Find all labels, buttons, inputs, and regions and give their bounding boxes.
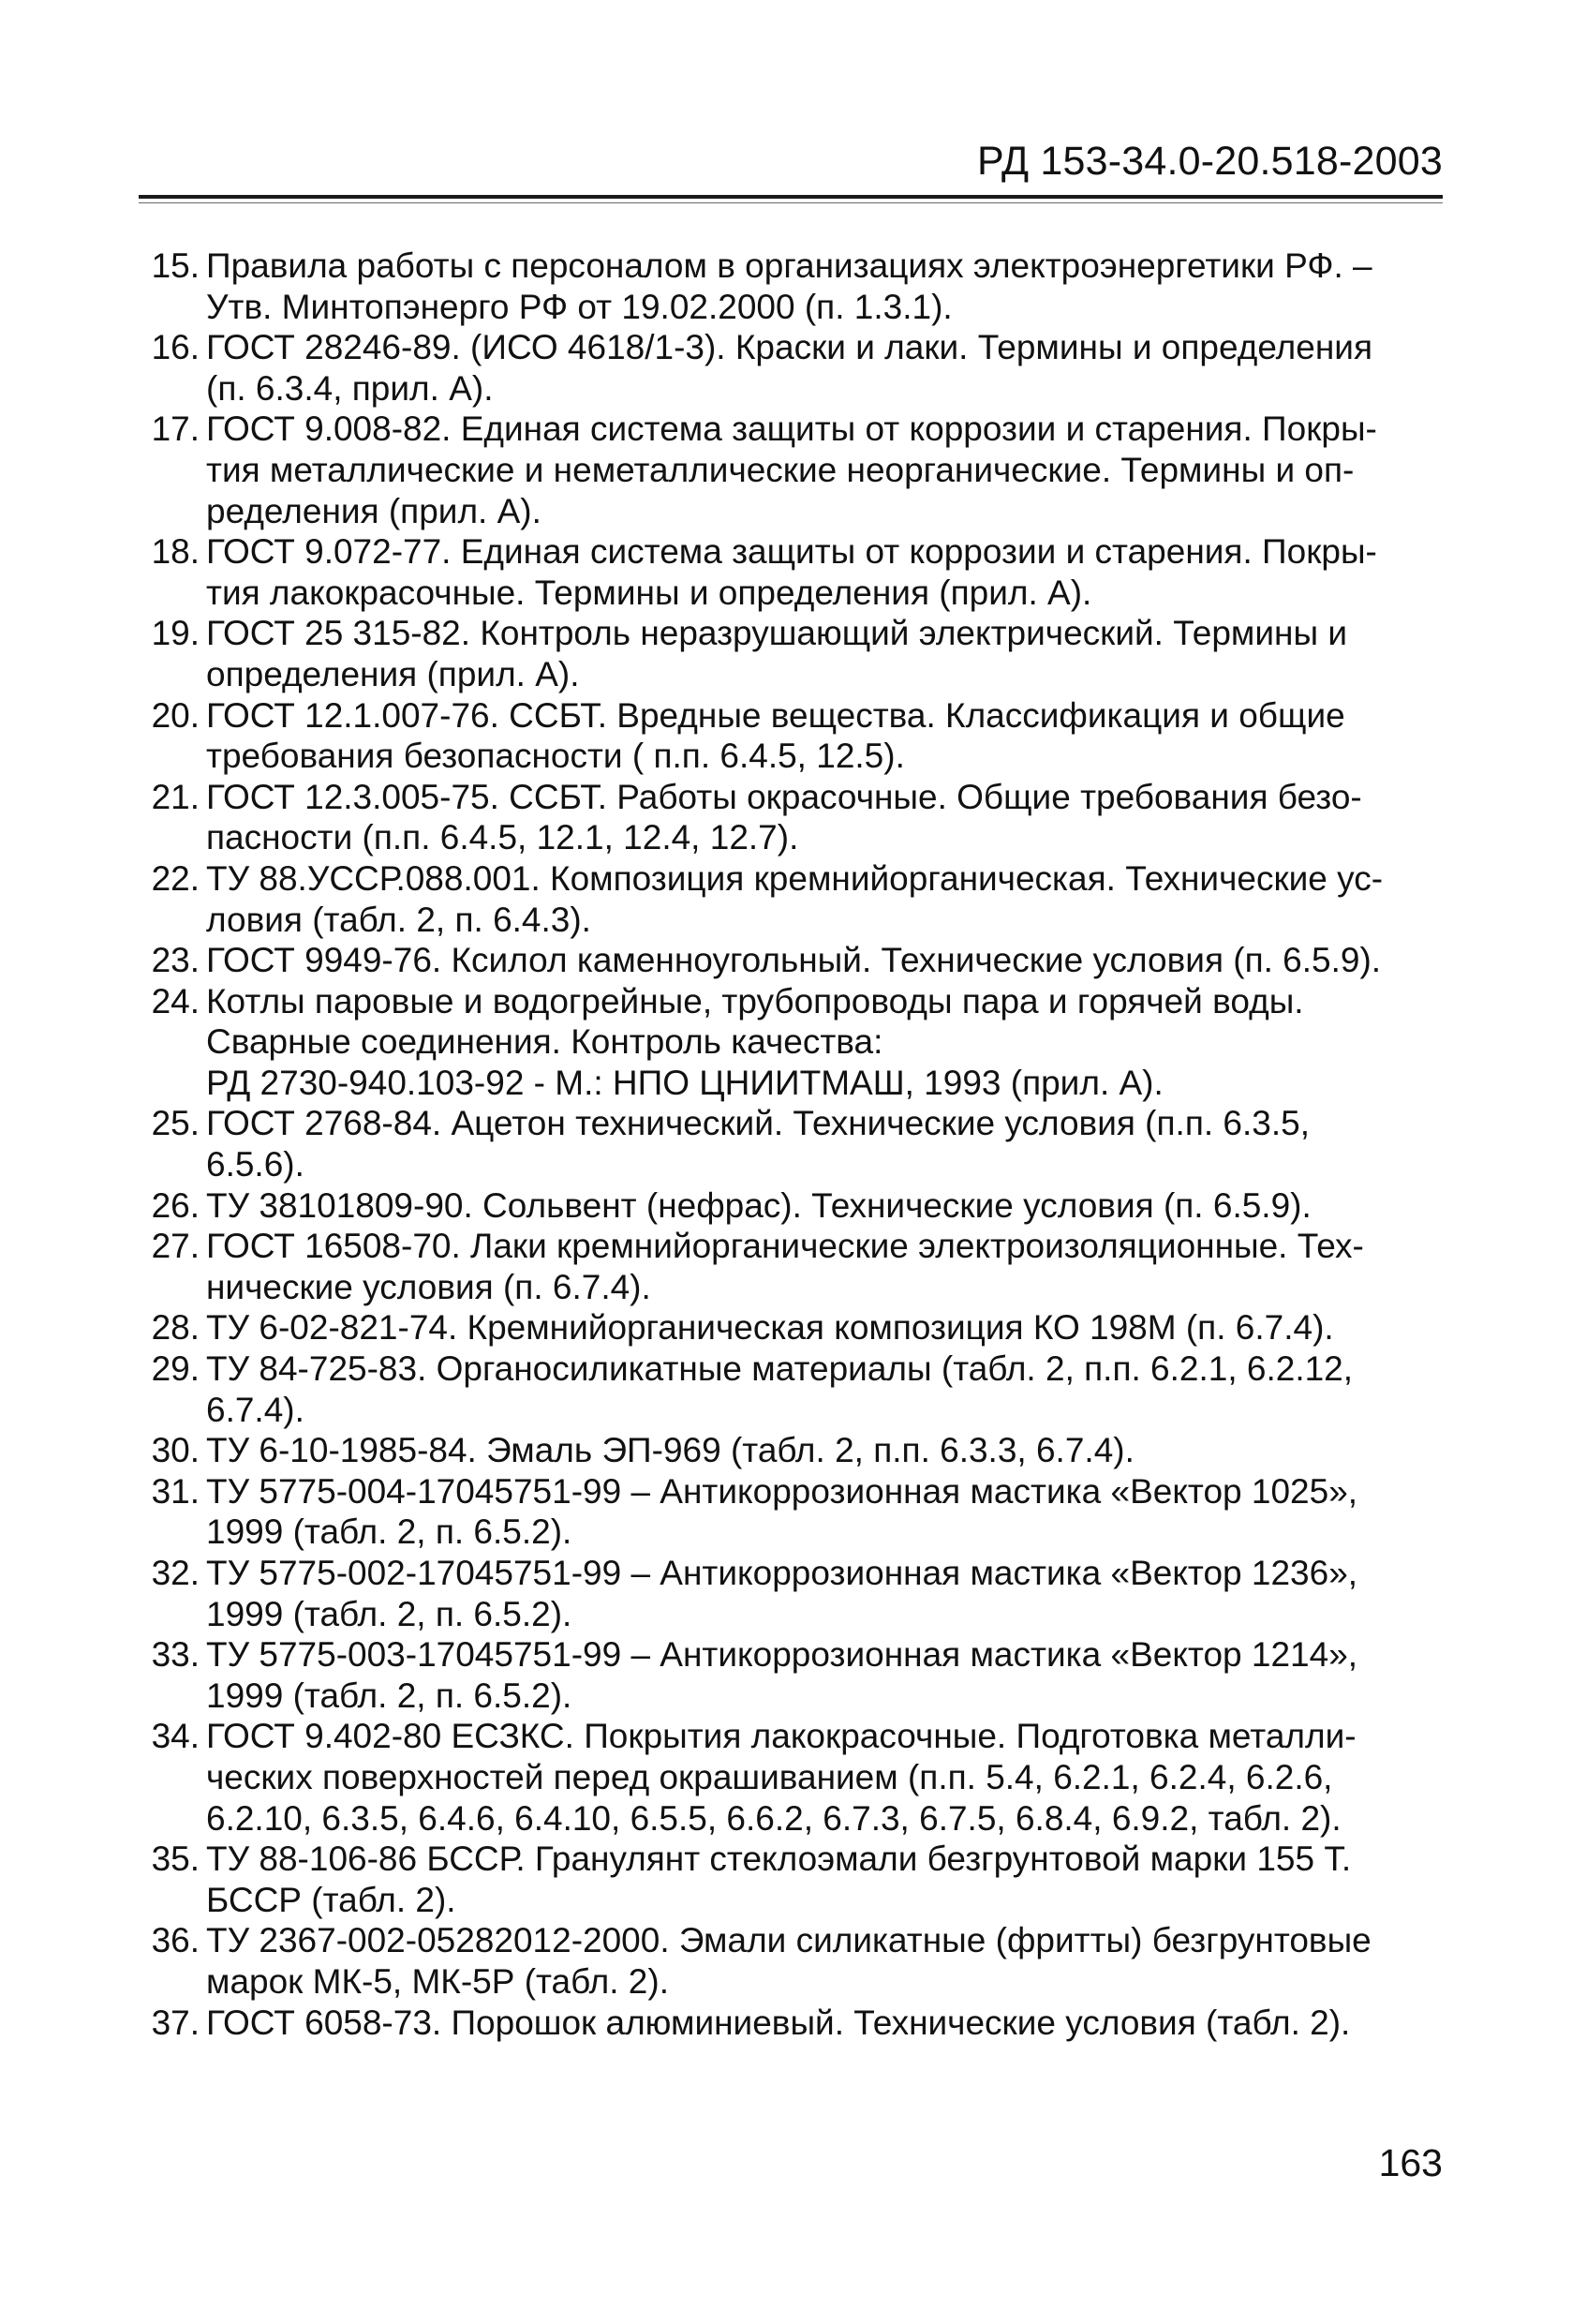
reference-text bbox=[202, 613, 1443, 694]
reference-item bbox=[139, 1348, 1443, 1430]
reference-number: 35. bbox=[151, 1840, 200, 1879]
reference-item bbox=[139, 1471, 1443, 1553]
reference-text-line: ГОСТ 25 315-82. Контроль неразрушающий электрический. Термины и bbox=[206, 614, 1347, 653]
reference-text-line: ГОСТ 9.402-80 ЕСЗКС. Покрытия лакокрасочные. Подготовка металли- bbox=[206, 1717, 1357, 1756]
reference-item bbox=[139, 940, 1443, 981]
reference-number: 19. bbox=[151, 614, 200, 653]
reference-text bbox=[202, 981, 1443, 1104]
reference-text-line: 1999 (табл. 2, п. 6.5.2). bbox=[206, 1594, 572, 1633]
header-rule-underline bbox=[139, 202, 1443, 203]
reference-text bbox=[202, 1185, 1443, 1227]
page-number: 163 bbox=[1378, 2141, 1443, 2184]
reference-item bbox=[139, 531, 1443, 613]
reference-text bbox=[202, 1307, 1443, 1348]
reference-text-line: 6.2.10, 6.3.5, 6.4.6, 6.4.10, 6.5.5, 6.6.2, 6.7.3, 6.7.5, 6.8.4, 6.9.2, табл. 2). bbox=[206, 1798, 1342, 1838]
reference-item bbox=[139, 1839, 1443, 1920]
reference-text bbox=[202, 1634, 1443, 1716]
reference-text bbox=[202, 1471, 1443, 1553]
reference-text bbox=[202, 858, 1443, 940]
reference-number: 34. bbox=[151, 1717, 200, 1756]
reference-item bbox=[139, 1185, 1443, 1227]
reference-text-line: 1999 (табл. 2, п. 6.5.2). bbox=[206, 1512, 572, 1552]
reference-text-line: ческих поверхностей перед окрашиванием (п.п. 5.4, 6.2.1, 6.2.4, 6.2.6, bbox=[206, 1757, 1333, 1796]
reference-item bbox=[139, 327, 1443, 409]
header-rule bbox=[139, 195, 1443, 199]
reference-number: 20. bbox=[151, 695, 200, 735]
reference-text-line: (п. 6.3.4, прил. А). bbox=[206, 368, 494, 408]
reference-number: 21. bbox=[151, 777, 200, 816]
reference-text-line: ТУ 88-106-86 БССР. Гранулянт стеклоэмали безгрунтовой марки 155 Т. bbox=[206, 1840, 1352, 1879]
reference-number: 22. bbox=[151, 858, 200, 898]
reference-text-line: Утв. Минтопэнерго РФ от 19.02.2000 (п. 1.3.1). bbox=[206, 287, 953, 326]
reference-text-line: ТУ 6-02-821-74. Кремнийорганическая композиция КО 198М (п. 6.7.4). bbox=[206, 1308, 1334, 1348]
reference-text bbox=[202, 1103, 1443, 1184]
reference-text-line: ТУ 6-10-1985-84. Эмаль ЭП-969 (табл. 2, п.п. 6.3.3, 6.7.4). bbox=[206, 1431, 1135, 1470]
reference-text bbox=[202, 1553, 1443, 1634]
reference-text bbox=[202, 409, 1443, 531]
reference-number: 36. bbox=[151, 1921, 200, 1960]
reference-item bbox=[139, 2003, 1443, 2044]
reference-number: 33. bbox=[151, 1635, 200, 1675]
reference-text-line: ределения (прил. А). bbox=[206, 491, 541, 530]
reference-text-line: ГОСТ 12.1.007-76. ССБТ. Вредные вещества. Классификация и общие bbox=[206, 695, 1345, 735]
reference-text-line: нические условия (п. 6.7.4). bbox=[206, 1267, 651, 1306]
reference-number: 37. bbox=[151, 2003, 200, 2042]
reference-text-line: ГОСТ 9.008-82. Единая система защиты от коррозии и старения. Покры- bbox=[206, 410, 1377, 449]
reference-text-line: ТУ 5775-003-17045751-99 – Антикоррозионная мастика «Вектор 1214», bbox=[206, 1635, 1358, 1675]
reference-text-line: ГОСТ 6058-73. Порошок алюминиевый. Технические условия (табл. 2). bbox=[206, 2003, 1351, 2042]
reference-item bbox=[139, 1103, 1443, 1184]
reference-item bbox=[139, 1920, 1443, 2002]
reference-text-line: ГОСТ 12.3.005-75. ССБТ. Работы окрасочные. Общие требования безо- bbox=[206, 777, 1362, 816]
reference-number: 24. bbox=[151, 981, 200, 1020]
reference-number: 29. bbox=[151, 1349, 200, 1389]
reference-item bbox=[139, 777, 1443, 858]
reference-text bbox=[202, 246, 1443, 327]
reference-text-line: 6.5.6). bbox=[206, 1145, 304, 1184]
reference-item bbox=[139, 981, 1443, 1104]
reference-text bbox=[202, 1839, 1443, 1920]
reference-number: 28. bbox=[151, 1308, 200, 1348]
reference-text-line: 6.7.4). bbox=[206, 1390, 304, 1429]
reference-number: 15. bbox=[151, 246, 200, 285]
reference-text bbox=[202, 1716, 1443, 1839]
reference-text bbox=[202, 2003, 1443, 2044]
reference-text-line: пасности (п.п. 6.4.5, 12.1, 12.4, 12.7). bbox=[206, 818, 799, 857]
reference-text-line: тия лакокрасочные. Термины и определения (прил. А). bbox=[206, 573, 1092, 612]
reference-number: 27. bbox=[151, 1227, 200, 1266]
reference-text bbox=[202, 940, 1443, 981]
reference-text-line: БССР (табл. 2). bbox=[206, 1880, 456, 1919]
reference-text bbox=[202, 1430, 1443, 1471]
reference-item bbox=[139, 1430, 1443, 1471]
reference-item bbox=[139, 1634, 1443, 1716]
reference-text bbox=[202, 327, 1443, 409]
reference-text-line: ТУ 84-725-83. Органосиликатные материалы (табл. 2, п.п. 6.2.1, 6.2.12, bbox=[206, 1349, 1354, 1389]
reference-number: 32. bbox=[151, 1554, 200, 1592]
reference-text-line: Правила работы с персоналом в организациях электроэнергетики РФ. – bbox=[206, 246, 1372, 285]
reference-text-line: марок МК-5, МК-5Р (табл. 2). bbox=[206, 1961, 669, 2001]
reference-number: 23. bbox=[151, 941, 200, 980]
reference-text bbox=[202, 777, 1443, 858]
reference-list bbox=[139, 246, 1443, 2043]
reference-text-line: ТУ 88.УССР.088.001. Композиция кремнийорганическая. Технические ус- bbox=[206, 858, 1384, 898]
reference-text-line: определения (прил. А). bbox=[206, 654, 580, 693]
reference-text-line: ловия (табл. 2, п. 6.4.3). bbox=[206, 900, 591, 939]
reference-text-line: ГОСТ 9.072-77. Единая система защиты от коррозии и старения. Покры- bbox=[206, 532, 1377, 572]
reference-text bbox=[202, 1226, 1443, 1307]
reference-item bbox=[139, 1716, 1443, 1839]
reference-text bbox=[202, 1920, 1443, 2002]
reference-item bbox=[139, 1553, 1443, 1634]
reference-text-line: требования безопасности ( п.п. 6.4.5, 12.5). bbox=[206, 737, 905, 776]
reference-number: 18. bbox=[151, 532, 200, 572]
reference-number: 25. bbox=[151, 1104, 200, 1143]
reference-number: 17. bbox=[151, 410, 200, 449]
reference-text-line: ТУ 5775-002-17045751-99 – Антикоррозионная мастика «Вектор 1236», bbox=[206, 1554, 1358, 1592]
reference-text bbox=[202, 1348, 1443, 1430]
reference-text-line: Сварные соединения. Контроль качества: bbox=[206, 1022, 883, 1062]
reference-text-line: ТУ 2367-002-05282012-2000. Эмали силикатные (фритты) безгрунтовые bbox=[206, 1921, 1372, 1960]
reference-text-line: ГОСТ 28246-89. (ИСО 4618/1-3). Краски и лаки. Термины и определения bbox=[206, 328, 1372, 367]
reference-item bbox=[139, 1307, 1443, 1348]
reference-text-line: 1999 (табл. 2, п. 6.5.2). bbox=[206, 1676, 572, 1715]
reference-item bbox=[139, 695, 1443, 777]
reference-number: 30. bbox=[151, 1431, 200, 1470]
reference-text bbox=[202, 695, 1443, 777]
reference-number: 16. bbox=[151, 328, 200, 367]
reference-text-line: ГОСТ 9949-76. Ксилол каменноугольный. Технические условия (п. 6.5.9). bbox=[206, 941, 1382, 980]
reference-number: 31. bbox=[151, 1471, 200, 1511]
reference-text-line: ТУ 5775-004-17045751-99 – Антикоррозионная мастика «Вектор 1025», bbox=[206, 1471, 1358, 1511]
reference-text bbox=[202, 531, 1443, 613]
reference-item bbox=[139, 409, 1443, 531]
reference-item bbox=[139, 246, 1443, 327]
reference-item bbox=[139, 1226, 1443, 1307]
reference-item bbox=[139, 858, 1443, 940]
reference-text-line: ТУ 38101809-90. Сольвент (нефрас). Технические условия (п. 6.5.9). bbox=[206, 1185, 1312, 1225]
reference-text-line: РД 2730-940.103-92 - М.: НПО ЦНИИТМАШ, 1993 (прил. А). bbox=[206, 1063, 1164, 1102]
reference-text-line: Котлы паровые и водогрейные, трубопроводы пара и горячей воды. bbox=[206, 981, 1304, 1020]
reference-item bbox=[139, 613, 1443, 694]
running-header-doc-code: РД 153-34.0-20.518-2003 bbox=[976, 139, 1443, 184]
reference-number: 26. bbox=[151, 1185, 200, 1225]
reference-text-line: тия металлические и неметаллические неорганические. Термины и оп- bbox=[206, 450, 1355, 489]
reference-text-line: ГОСТ 2768-84. Ацетон технический. Технические условия (п.п. 6.3.5, bbox=[206, 1104, 1310, 1143]
reference-text-line: ГОСТ 16508-70. Лаки кремнийорганические электроизоляционные. Тех- bbox=[206, 1227, 1364, 1266]
